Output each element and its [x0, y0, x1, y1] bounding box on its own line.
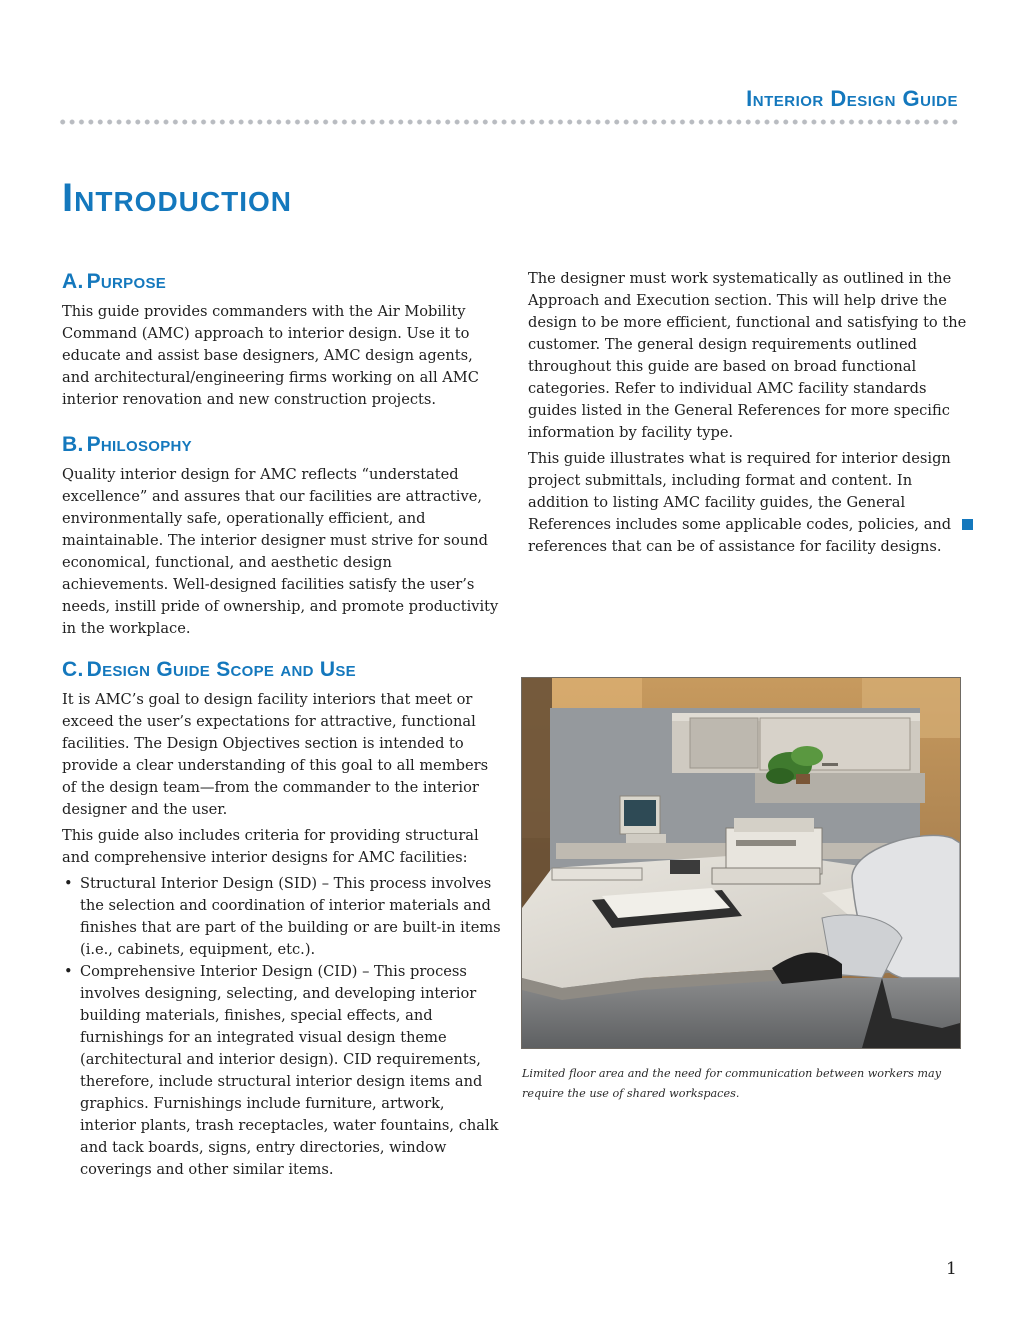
section-number: A.: [62, 270, 84, 293]
scope-bullet-list: [62, 873, 502, 1181]
bullet-marker: •: [64, 963, 73, 980]
philosophy-paragraph: Quality interior design for AMC reflects “understated excellence” and assures that our facilities are attractive, environmentally safe, operationally efficient, and maintainable. The interior designer must strive for sound economical, functional, and aesthetic design achievements. Well-designed facilities satisfy the user’s needs, instill pride of ownership, and promote productivity in the workplace.: [62, 466, 499, 637]
end-of-section-mark: [962, 519, 973, 530]
list-item: [62, 873, 502, 961]
guide-title: Interior Design Guide: [746, 86, 958, 111]
dotted-rule: [58, 118, 960, 126]
page-title: Introduction: [62, 176, 292, 220]
section-heading-purpose: [62, 270, 502, 294]
list-item: [62, 961, 502, 1181]
bullet-term: Structural Interior Design (SID): [80, 875, 318, 892]
bullet-text: – This process involves designing, selecting, and developing interior building materials, finishes, special effects, and furnishings for an integrated visual design theme (architectural and interior design). CID requirements, therefore, include structural interior design items and graphics. Furnishings include furniture, artwork, interior plants, trash receptacles, water fountains, chalk and tack boards, signs, entry directories, window coverings and other similar items.: [80, 963, 499, 1178]
section-number: B.: [62, 433, 84, 456]
left-column: [62, 270, 502, 1181]
page-number: 1: [946, 1259, 957, 1279]
bullet-text: – This process involves the selection and coordination of interior materials and finishes that are part of the building or are built-in items (i.e., cabinets, equipment, etc.).: [80, 875, 501, 958]
section-heading-philosophy: [62, 433, 502, 457]
section-title: Design Guide Scope and Use: [86, 658, 356, 681]
office-workstation-photo: [521, 677, 961, 1049]
purpose-paragraph: This guide provides commanders with the Air Mobility Command (AMC) approach to interior design. Use it to educate and assist base designers, AMC design agents, and architectural/engineering firms working on all AMC interior renovation and new construction projects.: [62, 303, 479, 408]
scope-paragraph: This guide also includes criteria for providing structural and comprehensive interior designs for AMC facilities:: [62, 827, 479, 866]
section-number: C.: [62, 658, 84, 681]
bullet-marker: •: [64, 875, 73, 892]
bullet-term: Comprehensive Interior Design (CID): [80, 963, 358, 980]
scope-paragraph: It is AMC’s goal to design facility interiors that meet or exceed the user’s expectations for attractive, functional facilities. The Design Objectives section is intended to provide a clear understanding of this goal to all members of the design team—from the commander to the interior designer and the user.: [62, 691, 489, 818]
approach-paragraph: The designer must work systematically as outlined in the Approach and Execution section. This will help drive the design to be more efficient, functional and satisfying to the customer. The general design requirements outlined throughout this guide are based on broad functional categories. Refer to individual AMC facility standards guides listed in the General References for more specific information by facility type.: [528, 270, 967, 441]
photo-caption: Limited floor area and the need for communication between workers may require the use of shared workspaces.: [522, 1067, 942, 1100]
section-title: Philosophy: [86, 433, 192, 456]
section-title: Purpose: [86, 270, 167, 293]
section-heading-scope: [62, 658, 502, 682]
submittals-paragraph: This guide illustrates what is required for interior design project submittals, including format and content. In addition to listing AMC facility guides, the General References includes some applicable codes, policies, and references that can be of assistance for facility designs.: [528, 450, 952, 555]
right-column: [528, 268, 974, 558]
